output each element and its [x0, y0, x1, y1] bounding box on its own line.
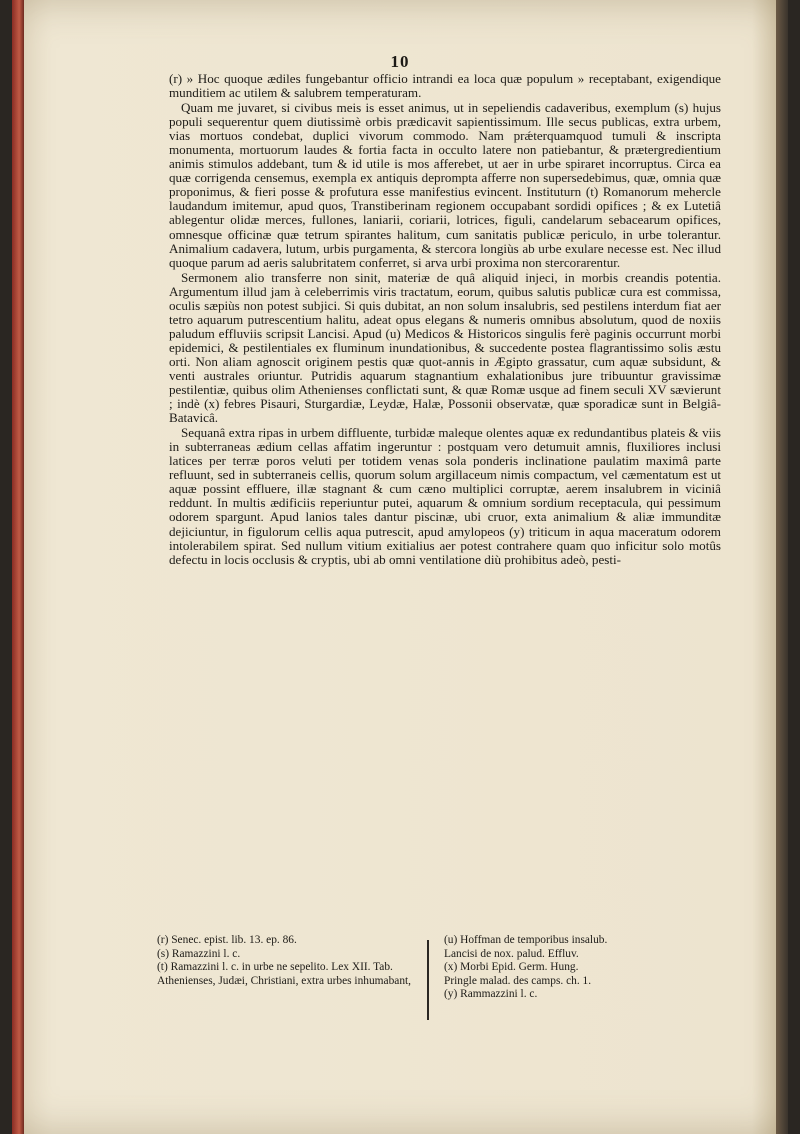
- footnote: (s) Ramazzini l. c.: [157, 947, 241, 960]
- binding-edge-left: [12, 0, 24, 1134]
- binding-edge-right: [776, 0, 788, 1134]
- paragraph-burial: Quam me juvaret, si civibus meis is esset animus, ut in sepeliendis cadaveribus, exemplum (s) hujus populi sequerentur quem diutissimè orbis prædicavit sapientissimum. Ille secus publicas, extra urbem, vias mortuos condebat, duplici vivorum commodo. Nam prǽterquamquod tumuli & inscripta monumenta, mortuorum laudes & fortia facta in occulto latere non patiebantur, & prætergredientium animis stimulos addebant, tum & id utile is mos afferebet, ut aer in urbe spiraret incorruptus. Circa ea quæ corrigenda censemus, exempla ex antiquis deprompta afferre non supersedebimus, quæ, omnia quæ proponimus, & fieri posse & profutura esse manifestius evincent. Instituturn (t) Romanorum mehercle laudandum imitemur, apud quos, Transtiberinam regionem occupabant sordidi opifices ; & ex Lutetiâ ablegentur olidæ merces, fullones, laniarii, coriarii, lotrices, figuli, candelarum sebacearum opifices, omnesque officinæ quæ tetrum spirantes halitum, cum sanitatis publicæ periculo, in urbe tolerantur. Animalium cadavera, lutum, urbis purgamenta, & stercora longiùs ab urbe exulare necesse est. Nec illud quoque parum ad aeris salubritatem conferret, si arva urbi proxima non stercorarentur.: [169, 100, 721, 270]
- footnote: (x) Morbi Epid. Germ. Hung.: [444, 961, 579, 974]
- footnote: (y) Rammazzini l. c.: [444, 988, 538, 1001]
- paragraph-disease: Sermonem alio transferre non sinit, materiæ de quâ aliquid injeci, in morbis creandis potentia. Argumentum illud jam à celeberrimis viris tractatum, eorum, quibus salutis publicæ cura est commissa, oculis sæpiùs non potest subjici. Si quis dubitat, an non solum insalubris, sed pestilens interdum fiat aer tetro aquarum putrescentium halitu, adeat opus elegans & numeris omnibus absolutum, quod de noxiis paludum effluviis scripsit Lancisi. Apud (u) Medicos & Historicos singulis ferè paginis occurrunt morbi epidemici, & pestilentiales ex fluminum inundationibus, & succedente postea flagrantissimo solis æstu orti. Non aliam agnoscit originem pestis quæ quot-annis in Ægipto grassatur, cum aquæ subsidunt, & venti australes oriuntur. Putridis aquarum stagnantium exhalationibus jure tribuuntur gravissimæ pestilentiæ, quibus olim Athenienses conflictati sunt, & quæ Romæ usque ad finem seculi XV sævierunt ; indè (x) febres Pisauri, Sturgardiæ, Leydæ, Halæ, Possonii observatæ, quæ sporadicæ sunt in Belgiâ-Batavicâ.: [169, 269, 721, 426]
- footnote-divider: [427, 940, 429, 1020]
- footnote: (u) Hoffman de temporibus insalub.: [444, 934, 608, 946]
- footnote: Lancisi de nox. palud. Effluv.: [444, 947, 579, 960]
- footnotes-left-column: [157, 934, 420, 988]
- footnote: Pringle malad. des camps. ch. 1.: [444, 974, 592, 987]
- book-page: [12, 0, 788, 1134]
- main-text: [169, 72, 721, 567]
- footnotes-right-column: [444, 934, 727, 1002]
- paragraph-sequana: Sequanâ extra ripas in urbem diffluente, turbidæ maleque olentes aquæ ex redundantibus plateis & viis in subterraneas ædium cellas affatim ingeruntur : postquam vero detumuit amnis, fluxiliores inclusi latices per terræ poros veluti per totidem venas sola ponderis inclinatione paulatim maximâ parte refluunt, sed in subterraneis cellis, quorum solum argillaceum nimis compactum, vel cæmentatum est ut aquæ possint effluere, illæ stagnant & cum cæno multiplici corruptæ, aerem insalubrem in viciniâ reddunt. In multis ædificiis reperiuntur putei, aquarum & omnium sordium receptacula, qui pessimum odorem spargunt. Apud lanios tales dantur piscinæ, ubi cruor, exta animalium & aliæ immunditæ dejiciuntur, in figulorum cellis aqua putrescit, apud amylopeos (y) triticum in aqua maceratum odorem intolerabilem spirat. Sed nullum vitium exitialius aer potest contrahere quam quo inficitur solo motûs defectu in locis occlusis & cryptis, ubi ab omni ventilatione diù prohibitus adeò, pesti-: [169, 425, 721, 567]
- footnote: (t) Ramazzini l. c. in urbe ne sepelito. Lex XII. Tab. Athenienses, Judæi, Christiani, extra urbes inhumabant,: [157, 961, 412, 987]
- footnote: (r) Senec. epist. lib. 13. ep. 86.: [157, 934, 297, 946]
- page-number: 10: [390, 52, 410, 71]
- paragraph-note-r: (r) » Hoc quoque ædiles fungebantur officio intrandi ea loca quæ populum » receptabant, exigendique munditiem ac utilem & salubrem temperaturam.: [169, 71, 721, 101]
